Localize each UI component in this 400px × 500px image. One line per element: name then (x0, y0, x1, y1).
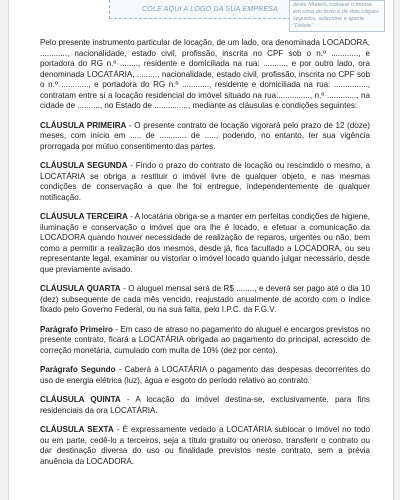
clause-text: - Findo o prazo do contrato de locação ou rescindido o mesmo, a LOCATÁRIA se obriga a restituir o imóvel livre de qualquer objeto, e nas mesmas condições de conservação a que lhe foi entregue, independentemente de qualquer notificação. (40, 161, 370, 202)
tooltip-text: deste Modelo, coloque o mouse em cima do texto e dê dois cliques seguidos, selecione e aperte "Delete" (293, 2, 379, 29)
paragraph-segundo (40, 365, 370, 386)
clause-heading: Parágrafo Primeiro (40, 324, 113, 334)
intro-paragraph: Pelo presente instrumento particular de locação, de um lado, ora denominada LOCADORA, ............, nacionalidade, estado civil, profissão, inscrita no CPF sob o n.º ............, e portadora do RG n.º ........, residente e domiciliada na rua: .........., e por outro lado, ora denominada LOCATÁRIA, ........., nacionalidade, estado civil, profissão, inscrita no CPF sob o n.º ............, e portadora do RG n.º ............, residente e domiciliada na rua: ..............., contratam entre si a locação residencial do imóvel situado na rua:.............., n.º ............., na cidade de .........., no Estado de ..............., mediante as cláusulas e condições seguintes: (40, 38, 370, 110)
clause-text: - O presente contrato de locação vigorará pelo prazo de 12 (doze) meses, com início em ..... de ............ de ....., podendo, no entanto, ter sua vigência prorrogada por mútuo consentimento das partes. (40, 120, 370, 151)
clause-heading: CLÁUSULA QUINTA (40, 395, 121, 404)
clause-text: - A locatária obriga-se a manter em perfeitas condições de higiene, iluminação e conservação o imóvel que ora lhe é locado, e efetuar a comunicação da LOCADORA quando houver necessidade de realização de reparos, urgentes ou não, bem como a permitir a realização dos mesmos, desde já, fica facultado a LOCADORA, ou seu representante legal, examinar ou vistoriar o imóvel locado quando julgar necessário, desde que previamente avisado. (40, 212, 370, 274)
contract-body (40, 38, 370, 476)
clause-heading: CLÁUSULA PRIMEIRA (40, 120, 127, 130)
clause-paragraph (40, 425, 370, 467)
clause-paragraph (40, 121, 370, 153)
clause-paragraph (40, 161, 370, 203)
clause-heading: CLÁUSULA TERCEIRA (40, 212, 128, 221)
document-page (8, 0, 394, 500)
logo-placeholder-text: COLE AQUI A LOGO DA SUA EMPRESA (142, 5, 278, 13)
clause-text: - Em caso de atraso no pagamento do aluguel e encargos previstos no presente contrato, ficará a LOCATÁRIA obrigada ao pagamento do principal, acrescido de correção monetária, cumulado com multa de 10% (dez por cento). (40, 324, 370, 355)
clause-text: - É expressamente vedado a LOCATÁRIA sublocar o imóvel no todo ou em parte, cedê-lo a terceiros, seja a título gratuito ou oneroso, transferir o contrato ou dar destinação diversa do uso ou finalidade previstos neste contrato, sem a prévia anuência da LOCADORA. (40, 425, 370, 466)
clause-heading: Parágrafo Segundo (40, 365, 116, 374)
clause-heading: CLÁUSULA QUARTA (40, 284, 121, 293)
paragraph-primeiro (40, 325, 370, 357)
clause-text: - A locação do imóvel destina-se, exclusivamente, para fins residenciais da ora LOCATÁRIA. (40, 395, 370, 415)
clause-heading: CLÁUSULA SEXTA (40, 425, 114, 434)
clause-paragraph (40, 284, 370, 316)
clause-text: - O aluguel mensal será de R$ ........, e deverá ser pago até o dia 10 (dez) subsequente de cada mês vencido, reajustado anualmente de acordo com o índice fixado pelo Governo Federal, ou na sua falta, pelo I.P.C. da F.G.V. (40, 284, 370, 314)
clause-paragraph (40, 212, 370, 275)
clause-paragraph (40, 395, 370, 416)
logo-placeholder[interactable] (109, 0, 311, 19)
instruction-tooltip (289, 0, 385, 32)
clause-heading: CLÁUSULA SEGUNDA (40, 161, 128, 170)
clause-text: - Caberá à LOCATÁRIA o pagamento das despesas decorrentes do uso de energia elétrica (luz), água e esgoto do período relativo ao contrato. (40, 365, 371, 385)
